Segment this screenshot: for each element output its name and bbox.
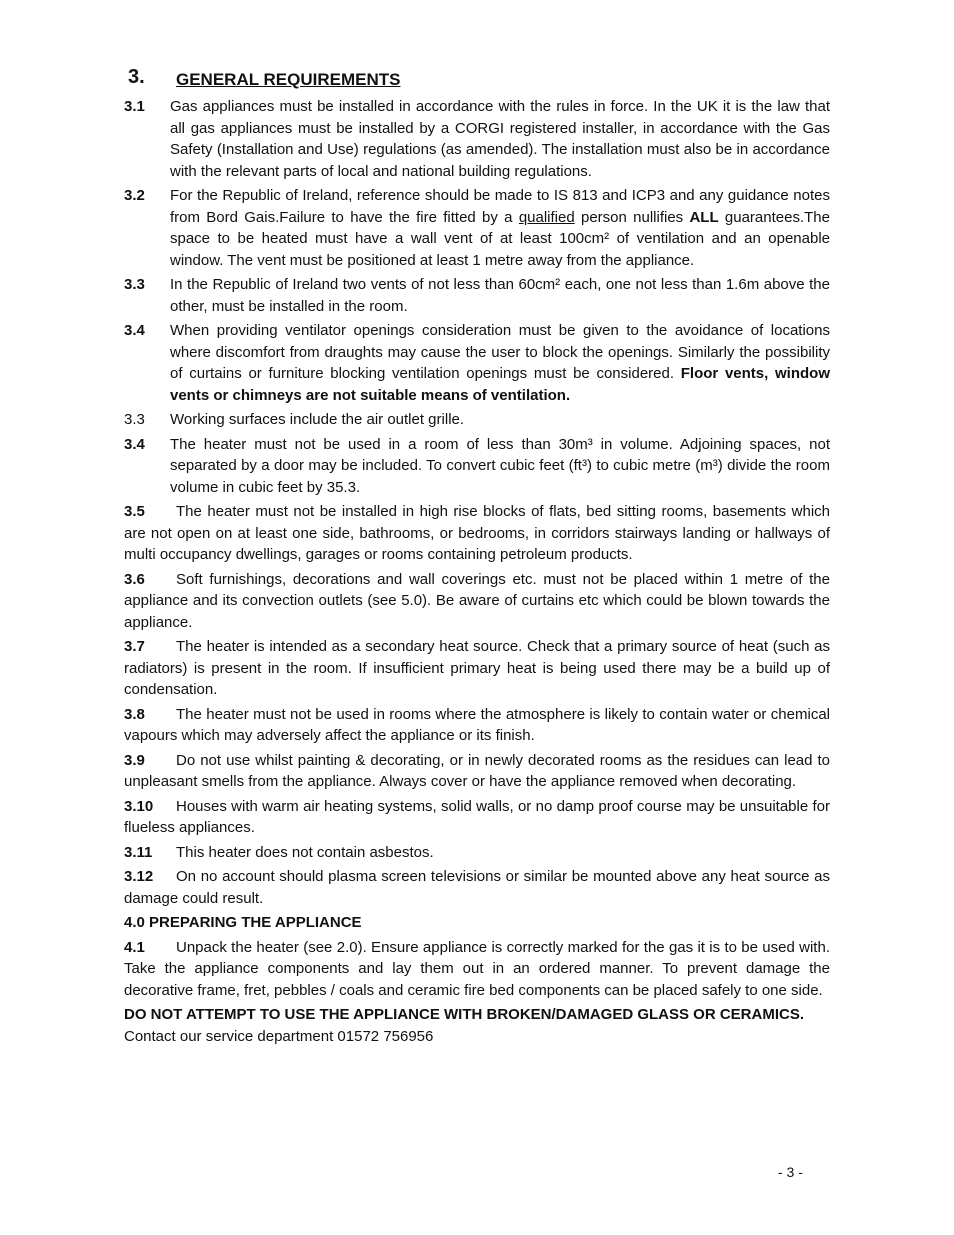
underlined-text: qualified <box>518 208 575 226</box>
list-item <box>124 937 830 1002</box>
item-number: 3.9 <box>124 751 145 769</box>
list-item <box>124 185 830 271</box>
item-text <box>170 185 830 271</box>
item-number: 3.8 <box>124 705 145 723</box>
section-number: 3. <box>128 66 145 88</box>
item-text: Houses with warm air heating systems, solid walls, or no damp proof course may be unsuitable for flueless appliances. <box>124 797 830 836</box>
list-item <box>124 704 830 747</box>
item-number: 3.5 <box>124 503 145 520</box>
item-number: 3.11 <box>124 843 153 861</box>
item-text <box>170 320 830 406</box>
item-text: Gas appliances must be installed in accordance with the rules in force. In the UK it is the law that all gas appliances must be installed by a CORGI registered installer, in accordance with the Gas Safety (Installation and Use) regulations (as amended). The installation must also be in accordance with the relevant parts of local and national building regulations. <box>170 98 830 180</box>
contact-text: Contact our service department 01572 756956 <box>124 1027 434 1045</box>
list-item <box>124 274 830 317</box>
list-item <box>124 842 830 864</box>
text-run: For the Republic of Ireland, reference should be made to IS 813 and ICP3 and any guidance notes from Bord Gais.Failure to have the fire fitted by a <box>170 187 830 226</box>
item-text: Do not use whilst painting & decorating, or in newly decorated rooms as the residues can lead to unpleasant smells from the appliance. Always cover or have the appliance removed when decorating. <box>124 751 830 790</box>
item-text: Working surfaces include the air outlet grille. <box>170 411 465 428</box>
list-item <box>124 409 830 431</box>
section-heading <box>124 66 830 96</box>
item-number: 3.10 <box>124 797 154 815</box>
item-text: The heater must not be used in a room of less than 30m³ in volume. Adjoining spaces, not separated by a door may be included. To convert cubic feet (ft³) to cubic metre (m³) divide the room volume in cubic feet by 35.3. <box>170 435 830 496</box>
text-run: guarantees.The space to be heated must have a wall vent of at least 100cm² of ventilation and an openable window. The vent must be positioned at least 1 metre away from the appliance. <box>170 208 830 269</box>
item-number: 3.4 <box>124 435 145 453</box>
item-number: 3.1 <box>124 98 145 115</box>
warning-text: DO NOT ATTEMPT TO USE THE APPLIANCE WITH BROKEN/DAMAGED GLASS OR CERAMICS. <box>124 1006 805 1023</box>
item-text: The heater must not be used in rooms where the atmosphere is likely to contain water or chemical vapours which may adversely affect the appliance or its finish. <box>124 705 830 744</box>
item-number: 4.1 <box>124 938 145 956</box>
list-item <box>124 501 830 566</box>
item-number: 3.7 <box>124 638 145 655</box>
item-text: The heater must not be installed in high rise blocks of flats, bed sitting rooms, basements which are not open on at least one side, bathrooms, or bedrooms, in corridors stairways landing or hallways of multi occupancy dwellings, garages or rooms containing petroleum products. <box>124 503 830 563</box>
text-run: person nullifies <box>574 208 690 226</box>
bold-text: ALL <box>689 208 719 226</box>
item-number: 3.6 <box>124 570 145 588</box>
item-number: 3.12 <box>124 868 154 885</box>
section-title: GENERAL REQUIREMENTS <box>176 70 401 89</box>
item-number: 3.3 <box>124 411 145 428</box>
item-number: 3.3 <box>124 276 145 293</box>
list-item <box>124 750 830 793</box>
item-text: In the Republic of Ireland two vents of not less than 60cm² each, one not less than 1.6m above the other, must be installed in the room. <box>170 276 830 315</box>
list-item <box>124 866 830 909</box>
item-text: The heater is intended as a secondary heat source. Check that a primary source of heat (such as radiators) is present in the room. If insufficient primary heat is being used there may be a build up of condensation. <box>124 638 830 698</box>
item-text: This heater does not contain asbestos. <box>176 843 434 861</box>
text-run: When providing ventilator openings consideration must be given to the avoidance of locations where discomfort from draughts may cause the user to block the openings. Similarly the possibility of curtains or furniture blocking ventilation openings must be considered. <box>170 322 830 382</box>
item-text: Soft furnishings, decorations and wall coverings etc. must not be placed within 1 metre of the appliance and its convection outlets (see 5.0). Be aware of curtains etc which could be blown towards the appliance. <box>124 570 830 631</box>
list-item <box>124 636 830 701</box>
item-text: On no account should plasma screen televisions or similar be mounted above any heat source as damage could result. <box>124 868 830 907</box>
item-number: 3.4 <box>124 322 145 339</box>
list-item <box>124 96 830 182</box>
list-item <box>124 796 830 839</box>
item-text: Unpack the heater (see 2.0). Ensure appliance is correctly marked for the gas it is to be used with. Take the appliance components and lay them out in an ordered manner. To prevent damage the decorative frame, fret, pebbles / coals and ceramic fire bed components can be placed safely to one side. <box>124 938 830 999</box>
document-page <box>124 66 830 1050</box>
list-item <box>124 569 830 634</box>
page-number: - 3 - <box>778 1164 803 1180</box>
subsection-title: 4.0 PREPARING THE APPLIANCE <box>124 914 362 931</box>
list-item <box>124 320 830 406</box>
item-number: 3.2 <box>124 187 145 204</box>
list-item <box>124 434 830 499</box>
bold-text: Floor vents, window vents or chimneys are not suitable means of ventilation. <box>170 365 830 404</box>
